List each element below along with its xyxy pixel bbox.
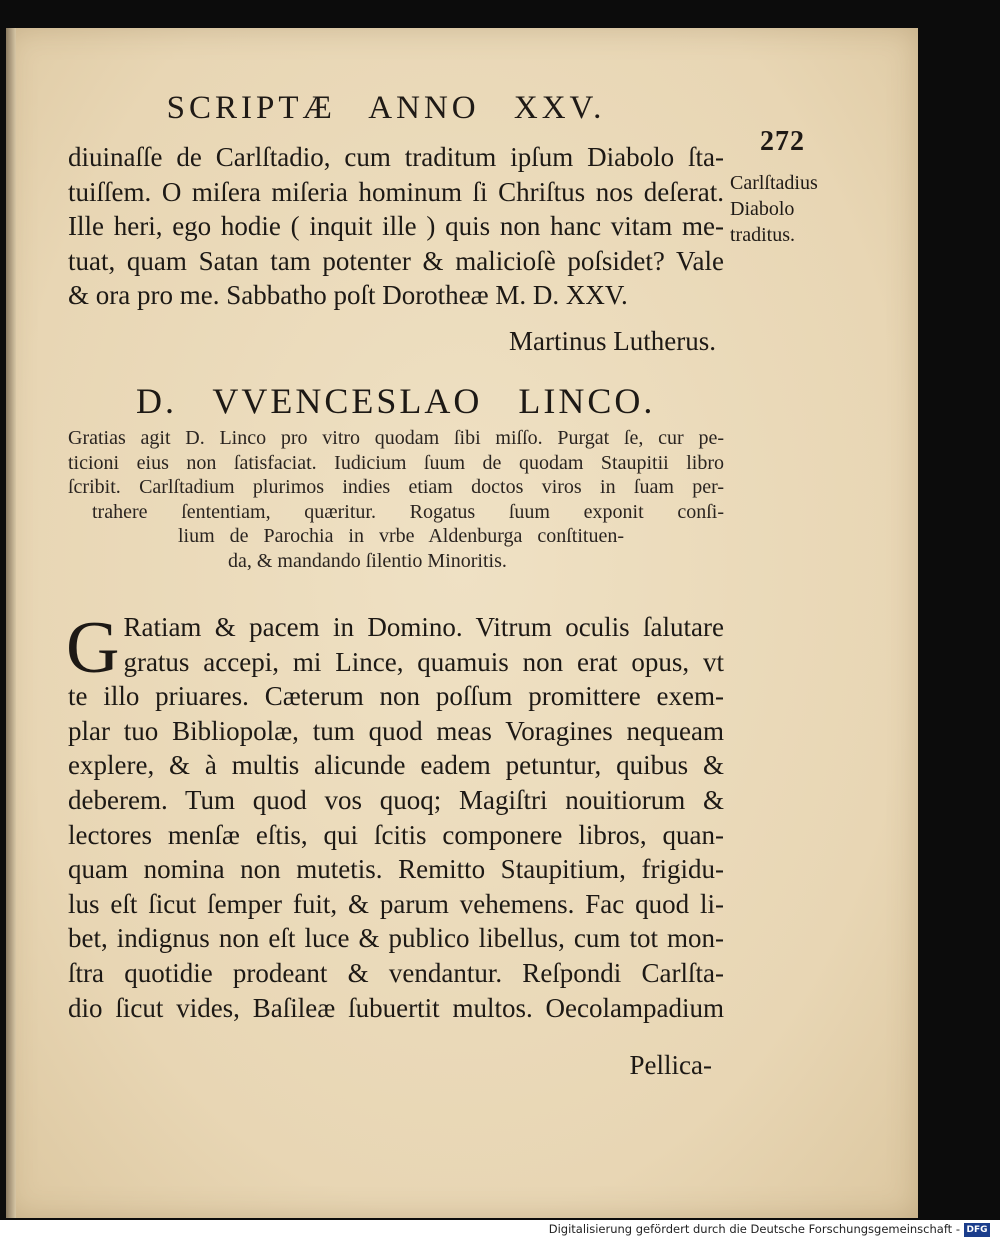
text-line: tuiſſem. O miſera miſeria hominum ſi Chriſtus nos deſerat. — [68, 176, 724, 207]
text-line: ſtra quotidie prodeant & vendantur. Reſpondi Carlſta- — [68, 957, 724, 988]
text-line: tuat, quam Satan tam potenter & malicioſè poſsidet? Vale — [68, 245, 724, 276]
page-spine-shadow — [6, 28, 16, 1218]
summary-line: lium de Parochia in vrbe Aldenburga conſtituen- — [178, 525, 624, 547]
text-line: Ratiam & pacem in Domino. Vitrum oculis ſalutare — [123, 612, 724, 642]
summary-line: ſcribit. Carlſtadium plurimos indies etiam doctos viros in ſuam per- — [68, 476, 724, 498]
summary-line: ticioni eius non ſatisfaciat. Iudicium ſuum de quodam Staupitii libro — [68, 451, 724, 474]
text-line: bet, indignus non eſt luce & publico libellus, cum tot mon- — [68, 923, 724, 954]
text-line: Ille heri, ego hodie ( inquit ille ) quis non hanc vitam me- — [68, 211, 724, 241]
previous-letter-ending — [68, 140, 724, 313]
text-line: lectores menſæ eſtis, qui ſcitis componere libros, quan- — [68, 819, 724, 850]
funding-credit: Digitalisierung gefördert durch die Deutsche Forschungsgemeinschaft - — [548, 1222, 960, 1236]
page-number: 272 — [760, 126, 805, 157]
summary-line: Gratias agit D. Linco pro vitro quodam ſibi miſſo. Purgat ſe, cur pe- — [68, 427, 724, 449]
text-line: lus eſt ſicut ſemper fuit, & parum vehemens. Fac quod li- — [68, 888, 724, 919]
book-page — [6, 28, 918, 1218]
catchword: Pellica- — [629, 1050, 712, 1080]
marginal-note-line: traditus. — [730, 224, 795, 246]
text-line: gratus accepi, mi Lince, quamuis non erat opus, vt — [123, 646, 724, 677]
drop-cap: G — [66, 607, 120, 689]
text-line: & ora pro me. Sabbatho poſt Dorotheæ M. D. XXV. — [68, 280, 628, 310]
text-line: explere, & à multis alicunde eadem petuntur, quibus & — [68, 750, 724, 781]
text-line: quam nomina non mutetis. Remitto Staupitium, frigidu- — [68, 854, 724, 885]
marginal-note — [730, 170, 850, 248]
running-head: SCRIPTÆ ANNO XXV. — [166, 90, 606, 126]
text-line: te illo priuares. Cæterum non poſſum promittere exem- — [68, 681, 724, 712]
marginal-note-line: Carlſtadius — [730, 172, 818, 194]
text-line: plar tuo Bibliopolæ, tum quod meas Voragines nequeam — [68, 715, 724, 746]
letter-summary — [68, 426, 724, 573]
signature: Martinus Lutherus. — [509, 326, 716, 356]
letter-heading: D. VVENCESLAO LINCO. — [136, 381, 656, 421]
text-line: dio ſicut vides, Baſileæ ſubuertit multos. Oecolampadium — [68, 992, 724, 1023]
dfg-logo: DFG — [964, 1223, 990, 1237]
letter-body — [66, 607, 724, 1025]
text-line: diuinaſſe de Carlſtadio, cum traditum ipſum Diabolo ſta- — [68, 142, 724, 172]
text-line: deberem. Tum quod vos quoq; Magiſtri nouitiorum & — [68, 784, 724, 815]
digitization-footer — [0, 1220, 1000, 1241]
marginal-note-line: Diabolo — [730, 198, 795, 220]
summary-line: trahere ſententiam, quæritur. Rogatus ſuum exponit conſi- — [92, 500, 724, 523]
summary-line: da, & mandando ſilentio Minoritis. — [228, 549, 507, 572]
